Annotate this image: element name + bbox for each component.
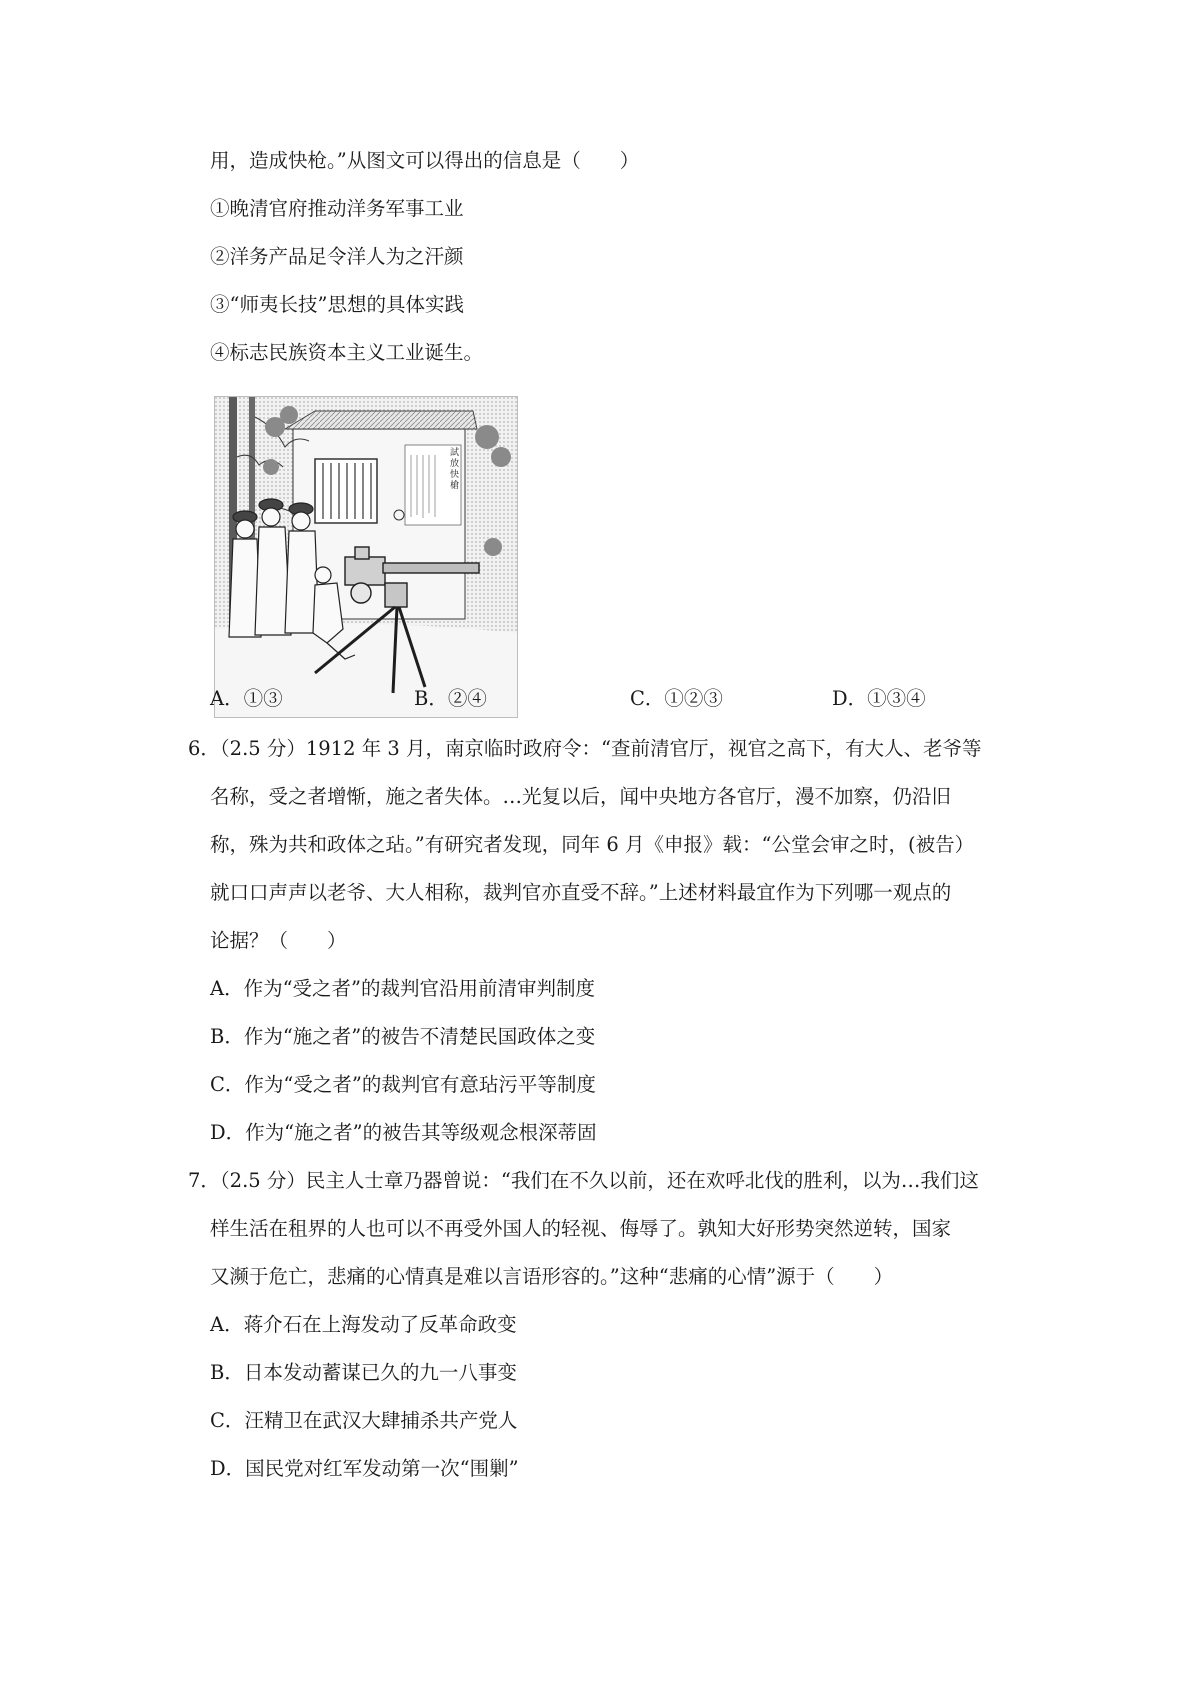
q7-stem-line-2: 样生活在租界的人也可以不再受外国人的轻视、侮辱了。孰知大好形势突然逆转，国家 [210, 1217, 952, 1240]
q7-stem-line-1: 7．（2.5 分）民主人士章乃器曾说：“我们在不久以前，还在欢呼北伐的胜利，以为…我们这 [188, 1169, 979, 1192]
q5-option-b: B．②④ [414, 687, 487, 710]
sign-caption: 試放快槍 [450, 448, 460, 491]
q5-statement-1: ①晚清官府推动洋务军事工业 [210, 197, 464, 220]
machine-gun-illustration [214, 396, 518, 718]
q6-stem-line-5: 论据？（ ） [210, 929, 347, 952]
q6-stem-line-1: 6．（2.5 分）1912 年 3 月，南京临时政府令：“查前清官厅，视官之高下，有大人、老爷等 [188, 737, 982, 760]
q7-option-c: C．汪精卫在武汉大肆捕杀共产党人 [210, 1409, 518, 1432]
q6-option-d: D．作为“施之者”的被告其等级观念根深蒂固 [210, 1121, 597, 1144]
q6-option-b: B．作为“施之者”的被告不清楚民国政体之变 [210, 1025, 596, 1048]
illustration-drawing [215, 397, 517, 717]
q5-option-a: A．①③ [210, 687, 283, 710]
q5-stem-line: 用，造成快枪。”从图文可以得出的信息是（ ） [210, 149, 640, 172]
q6-option-a: A．作为“受之者”的裁判官沿用前清审判制度 [210, 977, 596, 1000]
q7-stem-line-3: 又濒于危亡，悲痛的心情真是难以言语形容的。”这种“悲痛的心情”源于（ ） [210, 1265, 894, 1288]
q6-stem-line-4: 就口口声声以老爷、大人相称，裁判官亦直受不辞。”上述材料最宜作为下列哪一观点的 [210, 881, 952, 904]
q5-option-c: C．①②③ [630, 687, 723, 710]
q7-option-b: B．日本发动蓄谋已久的九一八事变 [210, 1361, 517, 1384]
q5-statement-4: ④标志民族资本主义工业诞生。 [210, 341, 484, 364]
q6-stem-line-2: 名称，受之者增惭，施之者失体。…光复以后，闻中央地方各官厅，漫不加察，仍沿旧 [210, 785, 952, 808]
q5-statement-2: ②洋务产品足令洋人为之汗颜 [210, 245, 464, 268]
q7-option-d: D．国民党对红军发动第一次“围剿” [210, 1457, 519, 1480]
q6-stem-line-3: 称，殊为共和政体之玷。”有研究者发现，同年 6 月《申报》载：“公堂会审之时，(被告） [210, 833, 975, 856]
q5-statement-3: ③“师夷长技”思想的具体实践 [210, 293, 464, 316]
q5-option-d: D．①③④ [832, 687, 926, 710]
q7-option-a: A．蒋介石在上海发动了反革命政变 [210, 1313, 517, 1336]
q6-option-c: C．作为“受之者”的裁判官有意玷污平等制度 [210, 1073, 596, 1096]
